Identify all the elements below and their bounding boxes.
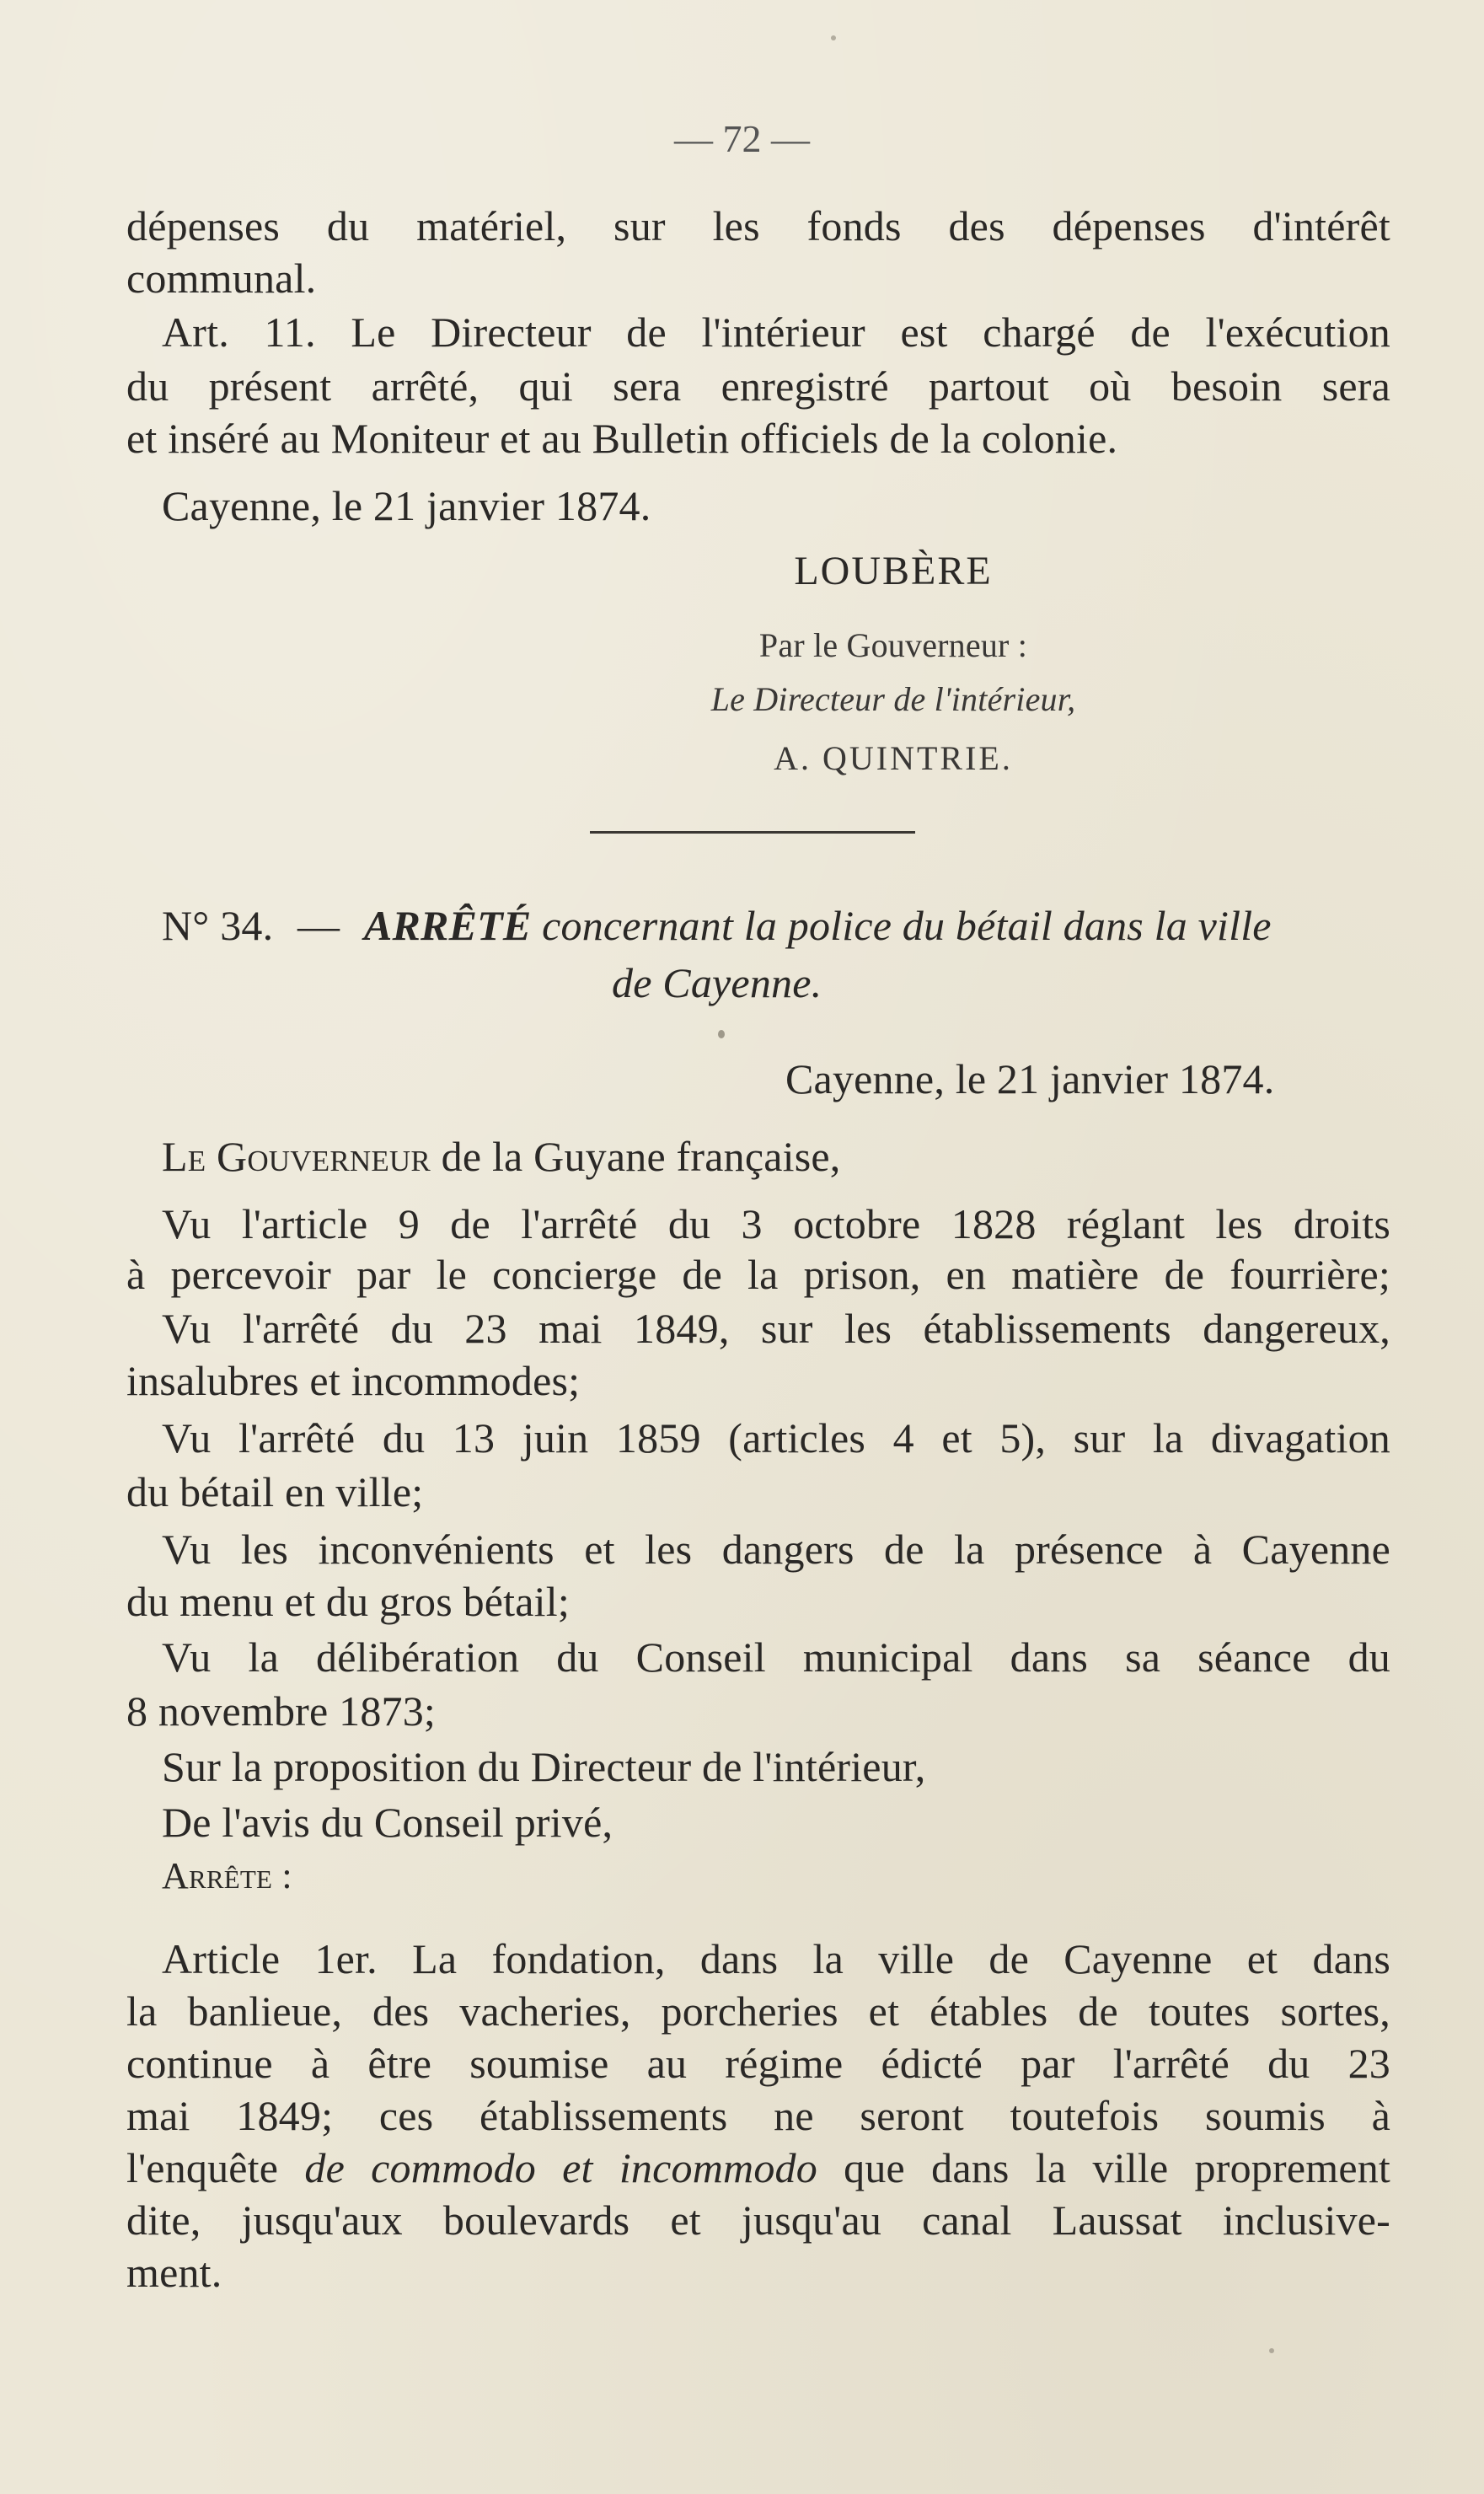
text-line: Vu l'arrêté du 13 juin 1859 (articles 4 et 5), sur la divagation — [162, 1414, 1390, 1462]
paper-speck — [1269, 2348, 1274, 2353]
text-line: communal. — [126, 255, 317, 302]
text-line: continue à être soumise au régime édicté par l'arrêté du 23 — [126, 2040, 1390, 2087]
governor-signature: LOUBÈRE — [794, 549, 993, 593]
text-line: et inséré au Moniteur et au Bulletin officiels de la colonie. — [126, 415, 1118, 462]
decree-keyword: Arrête : — [162, 1855, 292, 1896]
text-line: Article 1er. La fondation, dans la ville de Cayenne et dans — [162, 1935, 1390, 1982]
governor-rest: de la Guyane française, — [441, 1133, 841, 1180]
heading-dash: — — [297, 902, 340, 949]
signer-name: A. QUINTRIE. — [774, 739, 1013, 777]
text-line: Vu l'article 9 de l'arrêté du 3 octobre 1828 réglant les droits — [162, 1200, 1390, 1247]
text-line: De l'avis du Conseil privé, — [162, 1799, 613, 1846]
preamble-line — [162, 1131, 840, 1182]
text-line: du présent arrêté, qui sera enregistré partout où besoin sera — [126, 362, 1390, 410]
arrete-title-word: ARRÊTÉ — [363, 902, 532, 949]
text-line: à percevoir par le concierge de la prison, en matière de fourrière; — [126, 1251, 1390, 1298]
text-line: Art. 11. Le Directeur de l'intérieur est chargé de l'exécution — [162, 308, 1390, 356]
governor-title: Le Gouverneur — [162, 1133, 431, 1180]
latin-phrase: de commodo et incommodo — [304, 2144, 817, 2191]
text-line: dite, jusqu'aux boulevards et jusqu'au canal Laussat inclusive- — [126, 2196, 1390, 2244]
text-line: Sur la proposition du Directeur de l'intérieur, — [162, 1743, 926, 1790]
text-line: 8 novembre 1873; — [126, 1687, 437, 1735]
text-line: Vu l'arrêté du 23 mai 1849, sur les établissements dangereux, — [162, 1305, 1390, 1352]
text-line: insalubres et incommodes; — [126, 1357, 581, 1404]
signature-by: Par le Gouverneur : — [758, 626, 1028, 664]
place-date: Cayenne, le 21 janvier 1874. — [162, 482, 651, 529]
page-number: — 72 — — [674, 117, 810, 160]
arrete-heading — [162, 900, 1272, 951]
arrete-title-rest: concernant la police du bétail dans la ville — [542, 902, 1272, 949]
text-line: du menu et du gros bétail; — [126, 1578, 570, 1625]
text-line: mai 1849; ces établissements ne seront toutefois soumis à — [126, 2092, 1390, 2139]
paper-speck — [718, 1030, 725, 1038]
text-segment: que dans la ville proprement — [844, 2144, 1390, 2191]
signature-role: Le Directeur de l'intérieur, — [710, 680, 1076, 718]
text-line: Vu les inconvénients et les dangers de la présence à Cayenne — [162, 1526, 1390, 1573]
text-line: dépenses du matériel, sur les fonds des dépenses d'intérêt — [126, 202, 1390, 249]
paper-speck — [831, 35, 836, 40]
arrete-date: Cayenne, le 21 janvier 1874. — [785, 1055, 1275, 1102]
text-line: du bétail en ville; — [126, 1468, 424, 1515]
text-segment: l'enquête — [126, 2144, 279, 2191]
text-line: ment. — [126, 2249, 222, 2296]
text-line: la banlieue, des vacheries, porcheries et étables de toutes sortes, — [126, 1987, 1390, 2035]
section-divider — [590, 831, 915, 834]
text-line-mixed — [126, 2143, 1390, 2193]
arrete-number: N° 34. — [162, 902, 274, 949]
arrete-title-continued: de Cayenne. — [612, 959, 822, 1006]
text-line: Vu la délibération du Conseil municipal dans sa séance du — [162, 1633, 1390, 1681]
